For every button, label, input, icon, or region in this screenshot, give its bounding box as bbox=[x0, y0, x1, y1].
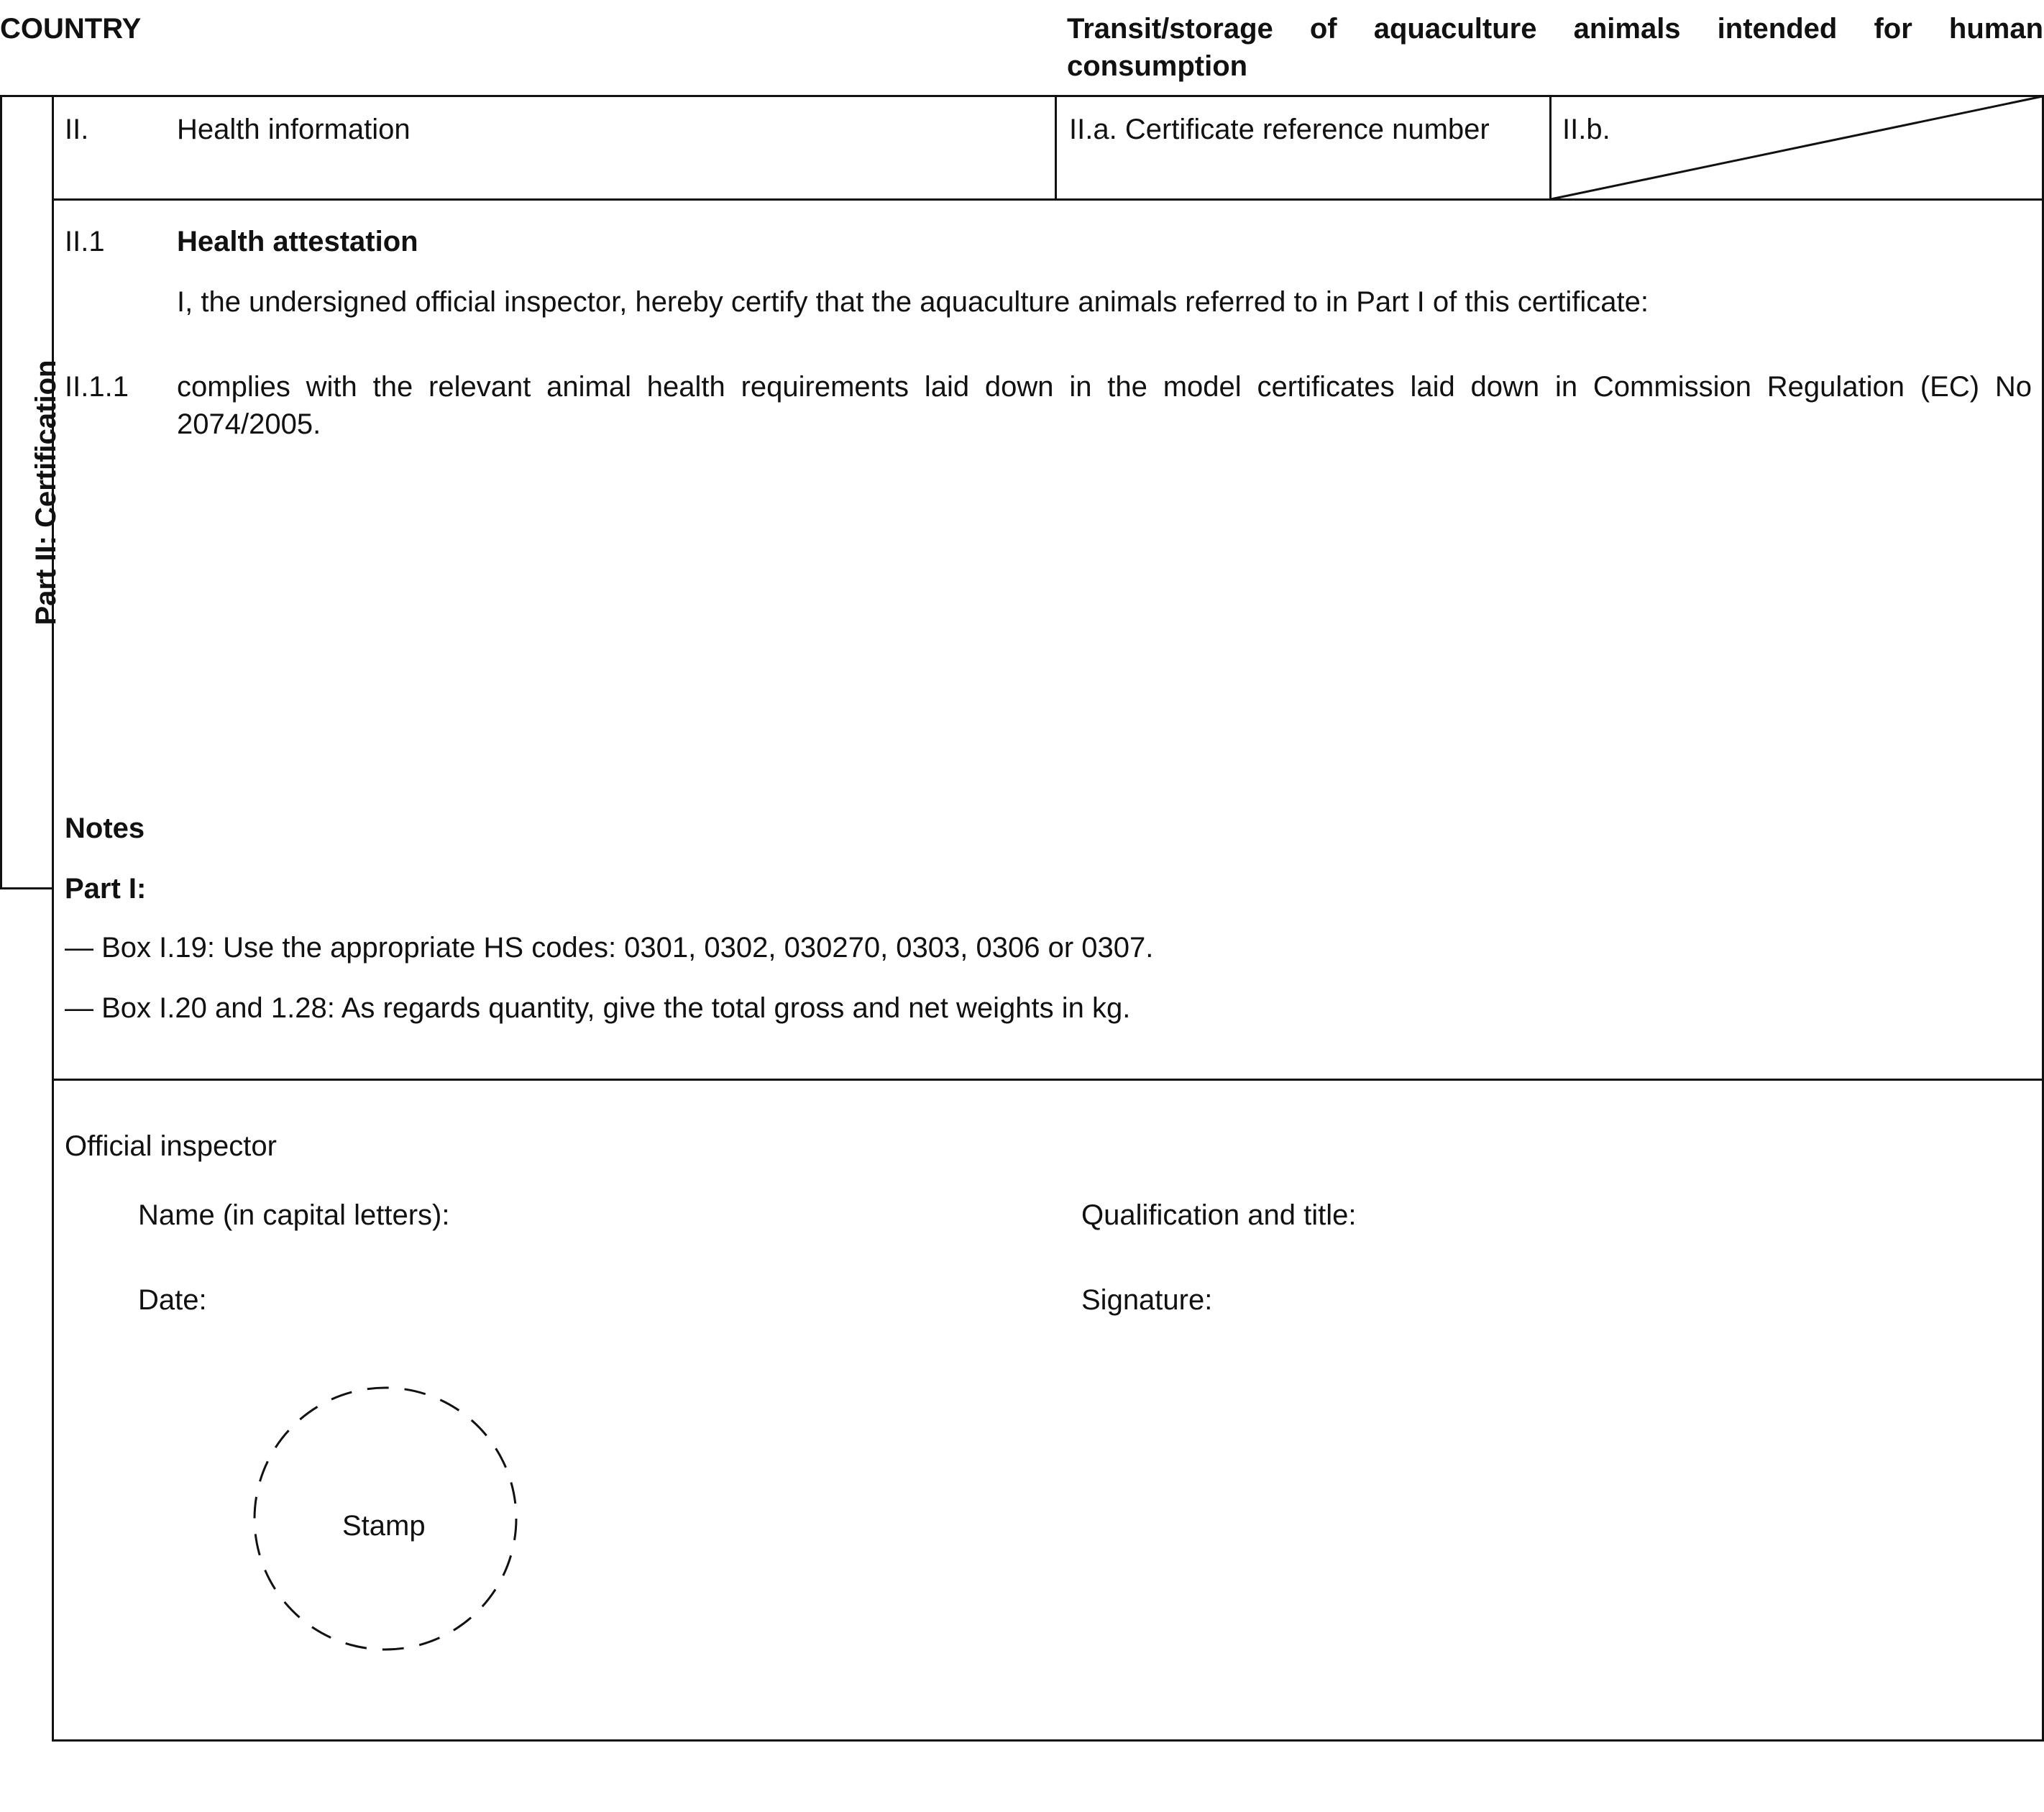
notes-item-hs-codes: — Box I.19: Use the appropriate HS codes: 0301, 0302, 030270, 0303, 0306 or 0307. bbox=[65, 932, 1154, 964]
stamp-label: Stamp bbox=[342, 1510, 426, 1542]
notes-item-quantity: — Box I.20 and 1.28: As regards quantity, give the total gross and net weights in kg. bbox=[65, 992, 1131, 1024]
attestation-item-number: II.1.1 bbox=[65, 371, 129, 403]
name-label: Name (in capital letters): bbox=[138, 1199, 450, 1231]
attestation-heading: Health attestation bbox=[177, 226, 418, 257]
part-ii-side-label: Part II: Certification bbox=[30, 360, 62, 626]
section-number: II. bbox=[65, 114, 89, 145]
certificate-title-line1: Transit/storage of aquaculture animals intended for human bbox=[1067, 13, 2043, 45]
qualification-label: Qualification and title: bbox=[1081, 1199, 1357, 1231]
attestation-item-text: complies with the relevant animal health requirements laid down in the model certificates laid down in Commission Regulation (EC) No 2074/2005. bbox=[177, 371, 2032, 440]
section-title: Health information bbox=[177, 114, 411, 145]
date-label: Date: bbox=[138, 1284, 207, 1316]
attestation-number: II.1 bbox=[65, 226, 105, 257]
notes-heading: Notes bbox=[65, 813, 145, 844]
iib-label: II.b. bbox=[1562, 114, 1610, 145]
country-label: COUNTRY bbox=[0, 13, 142, 45]
certificate-title-line2: consumption bbox=[1067, 50, 1248, 82]
signature-label: Signature: bbox=[1081, 1284, 1213, 1316]
iib-diagonal-line bbox=[1551, 96, 2043, 199]
attestation-intro: I, the undersigned official inspector, hereby certify that the aquaculture animals referred to in Part I of this certificate: bbox=[177, 286, 1649, 318]
official-inspector-heading: Official inspector bbox=[65, 1130, 277, 1162]
certificate-reference-label: II.a. Certificate reference number bbox=[1069, 114, 1490, 145]
notes-part-label: Part I: bbox=[65, 873, 147, 905]
